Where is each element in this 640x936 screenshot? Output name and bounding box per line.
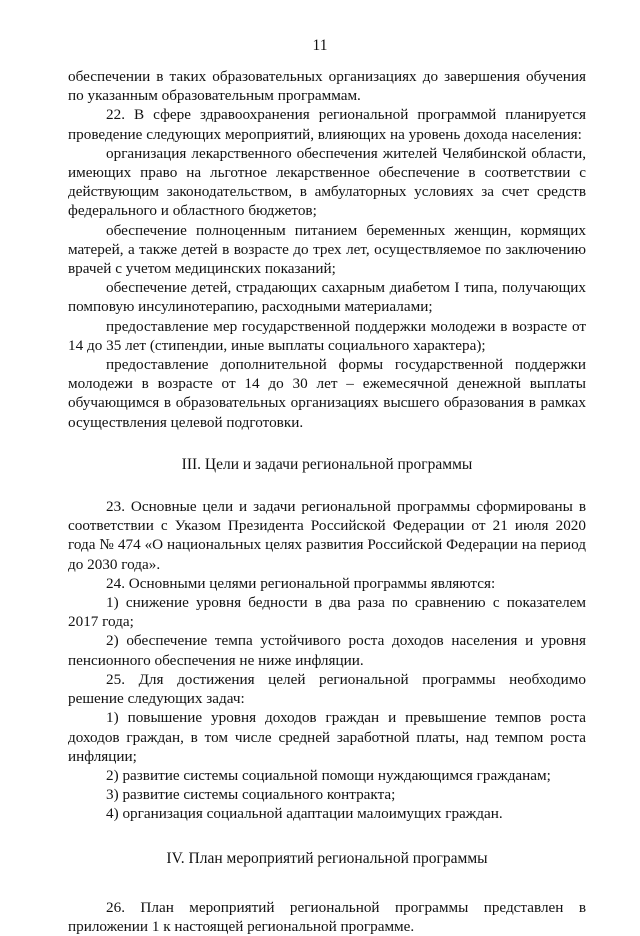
paragraph-youth-additional-support: предоставление дополнительной формы государственной поддержки молодежи в возрасте от 14 до 30 лет – ежемесячной денежной выплаты обучающимся в образовательных организациях высшего образования в рамках осуществления целевой подготовки. bbox=[68, 356, 586, 431]
goal-item-1: 1) снижение уровня бедности в два раза по сравнению с показателем 2017 года; bbox=[68, 594, 586, 631]
paragraph-diabetes-children: обеспечение детей, страдающих сахарным диабетом I типа, получающих помповую инсулинотерапию, расходными материалами; bbox=[68, 279, 586, 316]
paragraph-24: 24. Основными целями региональной программы являются: bbox=[106, 574, 496, 592]
paragraph-26: 26. План мероприятий региональной программы представлен в приложении 1 к настоящей региональной программе. bbox=[68, 898, 586, 935]
task-item-1: 1) повышение уровня доходов граждан и превышение темпов роста доходов граждан, в том числе средней заработной платы, над темпом роста инфляции; bbox=[68, 709, 586, 765]
section-4-heading: IV. План мероприятий региональной программы bbox=[166, 849, 488, 867]
paragraph-youth-support: предоставление мер государственной поддержки молодежи в возрасте от 14 до 35 лет (стипендии, иные выплаты социального характера); bbox=[68, 317, 586, 354]
paragraph-23: 23. Основные цели и задачи региональной программы сформированы в соответствии с Указом Президента Российской Федерации от 21 июля 2020 года № 474 «О национальных целях развития Российской Федерации на период до 2030 года». bbox=[68, 498, 586, 573]
page-number: 11 bbox=[312, 37, 328, 54]
paragraph-continuation: обеспечении в таких образовательных организациях до завершения обучения по указанным образовательным программам. bbox=[68, 68, 586, 105]
task-item-2: 2) развитие системы социальной помощи нуждающимся гражданам; bbox=[106, 766, 551, 784]
task-item-4: 4) организация социальной адаптации малоимущих граждан. bbox=[106, 805, 503, 823]
section-3-heading: III. Цели и задачи региональной программы bbox=[181, 455, 473, 473]
task-item-3: 3) развитие системы социального контракта; bbox=[106, 786, 396, 804]
paragraph-22: 22. В сфере здравоохранения региональной программой планируется проведение следующих мероприятий, влияющих на уровень дохода населения: bbox=[68, 106, 586, 143]
paragraph-nutrition: обеспечение полноценным питанием беременных женщин, кормящих матерей, а также детей в возрасте до трех лет, осуществляемое по заключению врачей с учетом медицинских показаний; bbox=[68, 221, 586, 278]
paragraph-medicine-supply: организация лекарственного обеспечения жителей Челябинской области, имеющих право на льготное лекарственное обеспечение в соответствии с действующим законодательством, в амбулаторных условиях за счет средств федерального и областного бюджетов; bbox=[68, 144, 586, 220]
document-body bbox=[68, 67, 586, 936]
paragraph-25: 25. Для достижения целей региональной программы необходимо решение следующих задач: bbox=[68, 670, 586, 708]
goal-item-2: 2) обеспечение темпа устойчивого роста доходов населения и уровня пенсионного обеспечения не ниже инфляции. bbox=[68, 632, 586, 669]
